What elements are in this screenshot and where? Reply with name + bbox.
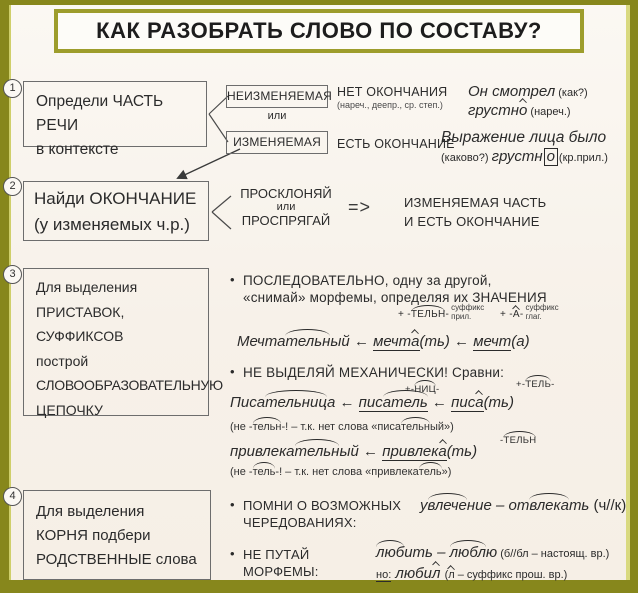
annotation-note-line1: суффикс	[451, 303, 485, 312]
annotation-chip: + -А-	[500, 309, 524, 320]
step-4-box	[23, 490, 211, 580]
step-4-marker: 4	[3, 487, 22, 506]
conjugate-label: ПРОСПРЯГАЙ	[241, 213, 331, 228]
annotation-chip: + -ТЕЛЬН-	[398, 309, 450, 320]
bullet-icon: •	[230, 546, 235, 561]
step-4-bullet1-line2: ЧЕРЕДОВАНИЯХ:	[243, 515, 357, 530]
suffix-annotation-teln2	[500, 435, 536, 446]
step-2-result-line1: ИЗМЕНЯЕМАЯ ЧАСТЬ	[404, 195, 547, 210]
annotation-note-line1: суффикс	[525, 303, 559, 312]
no-ending-note: (нареч., деепр., ср. степ.)	[337, 100, 443, 110]
example-lyubit: любить – люблю (б//бл – настоящ. вр.)	[376, 544, 610, 561]
step-3-marker: 3	[3, 265, 22, 284]
step-2-marker: 2	[3, 177, 22, 196]
bullet-icon: •	[230, 497, 235, 512]
step-2-result	[404, 193, 546, 231]
step-3-box-line4: построй	[36, 352, 89, 369]
option-changeable: ИЗМЕНЯЕМАЯ	[226, 131, 328, 154]
no-ending-label: НЕТ ОКОНЧАНИЯ	[337, 85, 448, 99]
decline-conjugate-stack	[230, 186, 342, 228]
word-chain-mechtatelny: Мечтательный ← мечта(ть) ← мечт(а)	[237, 333, 530, 350]
step-3-bullet2: НЕ ВЫДЕЛЯЙ МЕХАНИЧЕСКИ! Сравни:	[243, 365, 505, 380]
annotation-chip: +-НИЦ-	[405, 384, 440, 395]
step-3-box-line2: ПРИСТАВОК,	[36, 303, 125, 320]
step-3-box-line1: Для выделения	[36, 279, 138, 295]
option-unchangeable: НЕИЗМЕНЯЕМАЯ	[226, 85, 328, 108]
example-adverb-line2: грустно (нареч.)	[468, 102, 571, 119]
step-1-box-line2: в контексте	[36, 141, 119, 158]
example-adjective-line1: Выражение лица было	[441, 129, 607, 146]
note-pisatelny: (не -тельн-! – т.к. нет слова «писательный»)	[230, 421, 454, 433]
step-1-box-line1: Определи ЧАСТЬ РЕЧИ	[36, 93, 164, 134]
word-chain-privlekatelny: привлекательный ← привлека(ть)	[230, 443, 478, 460]
word-chain-pisatelnitsa: Писательница ← писатель ← писа(ть)	[230, 394, 514, 411]
page-title	[54, 9, 584, 53]
bullet-icon: •	[230, 364, 235, 379]
has-ending-label: ЕСТЬ ОКОНЧАНИЕ	[337, 137, 455, 151]
annotation-chip: +-ТЕЛЬ-	[516, 379, 555, 390]
page-title-text: КАК РАЗОБРАТЬ СЛОВО ПО СОСТАВУ?	[96, 18, 542, 43]
note-privlekatel: (не -тель-! – т.к. нет слова «привлекатель»)	[230, 466, 452, 478]
decline-label: ПРОСКЛОНЯЙ	[240, 186, 332, 201]
step-4-bullet1-line1: ПОМНИ О ВОЗМОЖНЫХ	[243, 498, 402, 513]
step-4-box-line3: РОДСТВЕННЫЕ слова	[36, 551, 197, 568]
annotation-note	[525, 304, 558, 321]
annotation-note	[451, 304, 484, 321]
step-2-result-line2: И ЕСТЬ ОКОНЧАНИЕ	[404, 214, 540, 229]
step-2-box-line1: Найди ОКОНЧАНИЕ	[34, 189, 197, 208]
step-3-box-line5: СЛОВООБРАЗОВАТЕЛЬНУЮ	[36, 377, 223, 393]
example-adverb-line1: Он смотрел (как?)	[468, 83, 588, 100]
step-4-bullet2-line1: НЕ ПУТАЙ	[243, 547, 310, 562]
suffix-annotation-a	[500, 303, 559, 321]
example-adjective-line2: (каково?) грустн о (кр.прил.)	[441, 148, 608, 165]
annotation-note-line2: прил.	[451, 311, 472, 321]
annotation-chip: -ТЕЛЬН	[500, 435, 537, 446]
step-2-box-line2: (у изменяемых ч.р.)	[34, 215, 190, 234]
bullet-icon: •	[230, 272, 235, 287]
suffix-annotation-tel	[516, 379, 555, 390]
step-3-bullet1-line2: «снимай» морфемы, определяя их ЗНАЧЕНИЯ	[243, 290, 547, 305]
implies-arrow: =>	[348, 197, 372, 217]
example-lyubil: но: любил (л – суффикс прош. вр.)	[376, 565, 568, 582]
step-4-bullet2-line2: МОРФЕМЫ:	[243, 564, 319, 579]
step-3-bullet1-line1: ПОСЛЕДОВАТЕЛЬНО, одну за другой,	[243, 273, 492, 288]
step-3-box-line3: СУФФИКСОВ	[36, 328, 124, 344]
step-2-box	[23, 181, 209, 241]
step-1-box	[23, 81, 207, 158]
step-1-or-label: или	[267, 110, 287, 122]
step-4-box-line1: Для выделения	[36, 503, 145, 520]
step-2-or-label: или	[276, 201, 296, 213]
example-alternation: увлечение – отвлекать (ч//к)	[420, 497, 627, 514]
step-3-box	[23, 268, 223, 418]
annotation-note-line2: глаг.	[525, 311, 542, 321]
step-1-marker: 1	[3, 79, 22, 98]
step-4-box-line2: КОРНЯ подбери	[36, 527, 151, 544]
suffix-annotation-teln	[398, 303, 485, 321]
step-3-box-line6: ЦЕПОЧКУ	[36, 401, 103, 418]
